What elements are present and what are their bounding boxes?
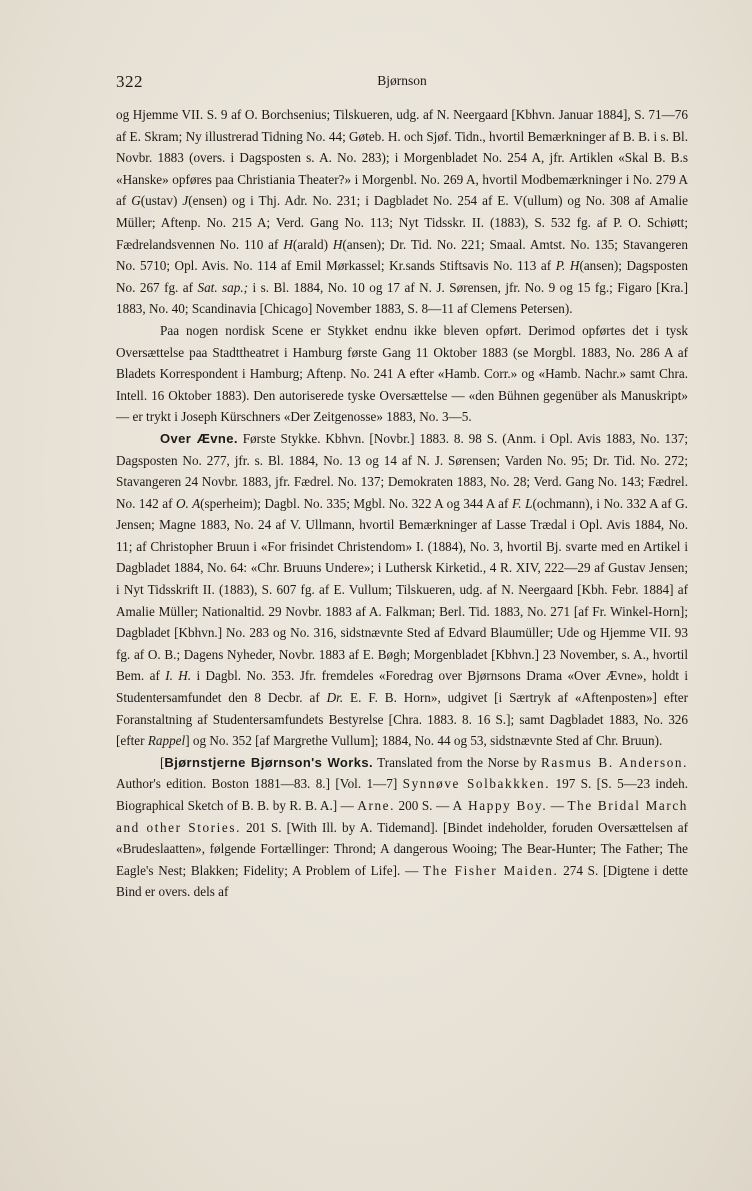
- text-run: (ansen); Dr. Tid. No. 221; Smaal. Amtst. No. 135; Stavangeren No. 5710; Opl. Avis. No. 114 af Emil Mørkassel; Kr.sands Stiftsavis No. 113 af: [116, 236, 689, 274]
- text-run: (ansen); Dagsposten No. 267 fg. af: [116, 258, 688, 295]
- italic-initial: J: [182, 193, 189, 209]
- text-run: Translated from the Norse by: [372, 754, 542, 770]
- text-run: og Hjemme VII. S. 9 af O. Borchsenius; Tilskueren, udg. af N. Neergaard [Kbhvn. Januar 1884], S. 71—76 af E. Skram; Ny illustrerad Tidning No. 44; Gøteb. H. och Sjøf. Tidn., hvortil Bemærkninger af B. B. i s. Bl. Novbr. 1883 (overs. i Dagsposten s. A. No. 283); i Morgenbladet No. 254 A, jfr. Artiklen «Skal B. B.s «Hanske» opføres paa Christiania Theater?» i Morgenbl. No. 269 A, hvortil Modbemærkninger i No. 279 A af: [116, 107, 688, 209]
- paragraph-works-translation: [116, 752, 688, 903]
- entry-title: Over Ævne.: [160, 430, 238, 446]
- running-head: Bjørnson: [377, 73, 427, 88]
- italic-title: Dr.: [326, 690, 344, 706]
- text-run: i s. Bl. 1884, No. 10 og 17 af N. J. Sørensen, jfr. No. 9 og 15 fg.; Figaro [Kra.] 1883, No. 40; Scandinavia [Chicago] November 1883, S. 8—11 af Clemens Petersen).: [116, 279, 688, 317]
- text-run: (arald): [292, 236, 333, 252]
- spaced-title: A Happy Boy.: [452, 798, 548, 813]
- text-run: 200 S. —: [395, 798, 453, 813]
- italic-initial: H: [332, 236, 343, 252]
- text-run: ] og No. 352 [af Margrethe Vullum]; 1884, No. 44 og 53, sidstnævnte Sted af Chr. Bruun).: [185, 733, 663, 749]
- text-run: 197 S. [S. 5—23 indeh. Biographical Sketch of B. B. by R. B. A.] —: [116, 776, 689, 813]
- text-run: [: [160, 754, 165, 770]
- italic-initial: F. L: [511, 495, 533, 511]
- text-run: i Dagbl. No. 353. Jfr. fremdeles «Foredrag over Bjørnsons Drama «Over Ævne», holdt i Studentersamfundet den 8 Decbr. af: [116, 668, 688, 706]
- text-run: 201 S. [With Ill. by A. Tidemand]. [Bindet indeholder, foruden Oversættelsen af «Brudeslaatten», følgende Fortællinger: Thrond; A dangerous Wooing; The Bear-Hunter; The Father; The Eagle's Nest; Blakken; Fidelity; A Problem of Life]. —: [116, 819, 688, 878]
- text-run: (sperheim); Dagbl. No. 335; Mgbl. No. 322 A og 344 A af: [200, 495, 512, 511]
- spaced-title: Arne.: [357, 798, 396, 813]
- spaced-title: Synnøve Solbakkken.: [402, 776, 551, 792]
- spaced-title: The Fisher Maiden.: [423, 862, 559, 878]
- text-run: Author's edition. Boston 1881—83. 8.] [Vol. 1—7]: [116, 776, 403, 792]
- body-text: [116, 104, 688, 903]
- page-header: [116, 72, 688, 94]
- entry-title: Bjørnstjerne Bjørnson's Works.: [164, 754, 373, 770]
- paragraph-hamburg-performance: Paa nogen nordisk Scene er Stykket endnu ikke bleven opført. Derimod opførtes det i tysk Oversættelse paa Stadttheatret i Hamburg første Gang 11 Oktober 1883 (se Morgbl. 1883, No. 286 A af Bladets Korrespondent i Hamburg; Aftenp. No. 241 A efter «Hamb. Corr.» og «Hamb. Nachr.» samt Chra. Intell. 16 Oktober 1883). Den autoriserede tyske Oversættelse — «den Bühnen gegenüber als Manuskript» — er trykt i Joseph Kürschners «Der Zeitgenosse» 1883, No. 3—5.: [116, 322, 688, 425]
- text-run: (ustav): [140, 193, 183, 209]
- italic-initial: I. H.: [165, 668, 192, 684]
- italic-pseudonym: Sat. sap.;: [197, 279, 249, 295]
- page-number: 322: [116, 72, 143, 91]
- text-run: (ensen) og i Thj. Adr. No. 231; i Dagbladet No. 254 af E. V(ullum) og No. 308 af Amalie Müller; Aftenp. No. 215 A; Verd. Gang No. 113; Nyt Tidsskr. II. (1883), S. 532 fg. af P. O. Schiøtt; Fædrelandsvennen No. 110 af: [116, 193, 689, 252]
- italic-title: Rappel: [147, 733, 186, 749]
- text-run: (ochmann), i No. 332 A af G. Jensen; Magne 1883, No. 24 af V. Ullmann, hvortil Bemærkninger af Lasse Trædal i Opl. Avis 1884, No. 11; af Christopher Bruun i «For frisindet Christendom» I. (1884), No. 3, hvortil Bj. svarte med en Artikel i Dagbladet 1884, No. 64: «Chr. Bruuns Undere»; i Luthersk Kirketid., 4 R. XIV, 222—29 af Gustav Jensen; i Nyt Tidsskrift II. (1883), S. 607 fg. af E. Vullum; Tilskueren, udg. af N. Neergaard [Kbh. Febr. 1884] af Amalie Müller; Nationaltid. 29 Novbr. 1883 af A. Falkman; Berl. Tid. 1883, No. 271 [af Fr. Winkel-Horn]; Dagbladet [Kbhvn.] No. 283 og No. 316, sidstnævnte Sted af Edvard Blaumüller; Ude og Hjemme VII. 93 fg. af O. B.; Dagens Nyheder, Novbr. 1883 af E. Bøgh; Morgenbladet [Kbhvn.] 23 November, s. A., hvortil Bem. af: [116, 495, 688, 684]
- text-run: —: [547, 798, 568, 813]
- paragraph-over-aevne: [116, 428, 688, 752]
- spaced-name: Rasmus B. Anderson.: [541, 754, 688, 770]
- italic-initial: P. H: [555, 258, 580, 274]
- text-run: 274 S. [Digtene i dette Bind er overs. dels af: [116, 862, 688, 900]
- spaced-title: The Bridal March and other Stories.: [116, 798, 689, 835]
- italic-initial: G: [131, 193, 141, 209]
- text-run: Første Stykke. Kbhvn. [Novbr.] 1883. 8. 98 S. (Anm. i Opl. Avis 1883, No. 137; Dagsposten No. 277, jfr. s. Bl. 1884, No. 13 og 14 af N. J. Sørensen; Varden No. 95; Dr. Tid. No. 272; Stavangeren 24 Novbr. 1883, jfr. Fædrel. No. 137; Demokraten 1883, No. 28; Verd. Gang No. 143; Fædrel. No. 142 af: [116, 430, 688, 511]
- italic-initial: O. A: [176, 495, 201, 511]
- italic-initial: H: [283, 236, 293, 252]
- paragraph-hanske-reviews: [116, 104, 688, 320]
- text-run: E. F. B. Horn», udgivet [i Særtryk af «Aftenposten»] efter Foranstaltning af Studentersamfundets Bestyrelse [Chra. 1883. 8. 16 S.]; samt Dagbladet 1883, No. 326 [efter: [116, 690, 688, 749]
